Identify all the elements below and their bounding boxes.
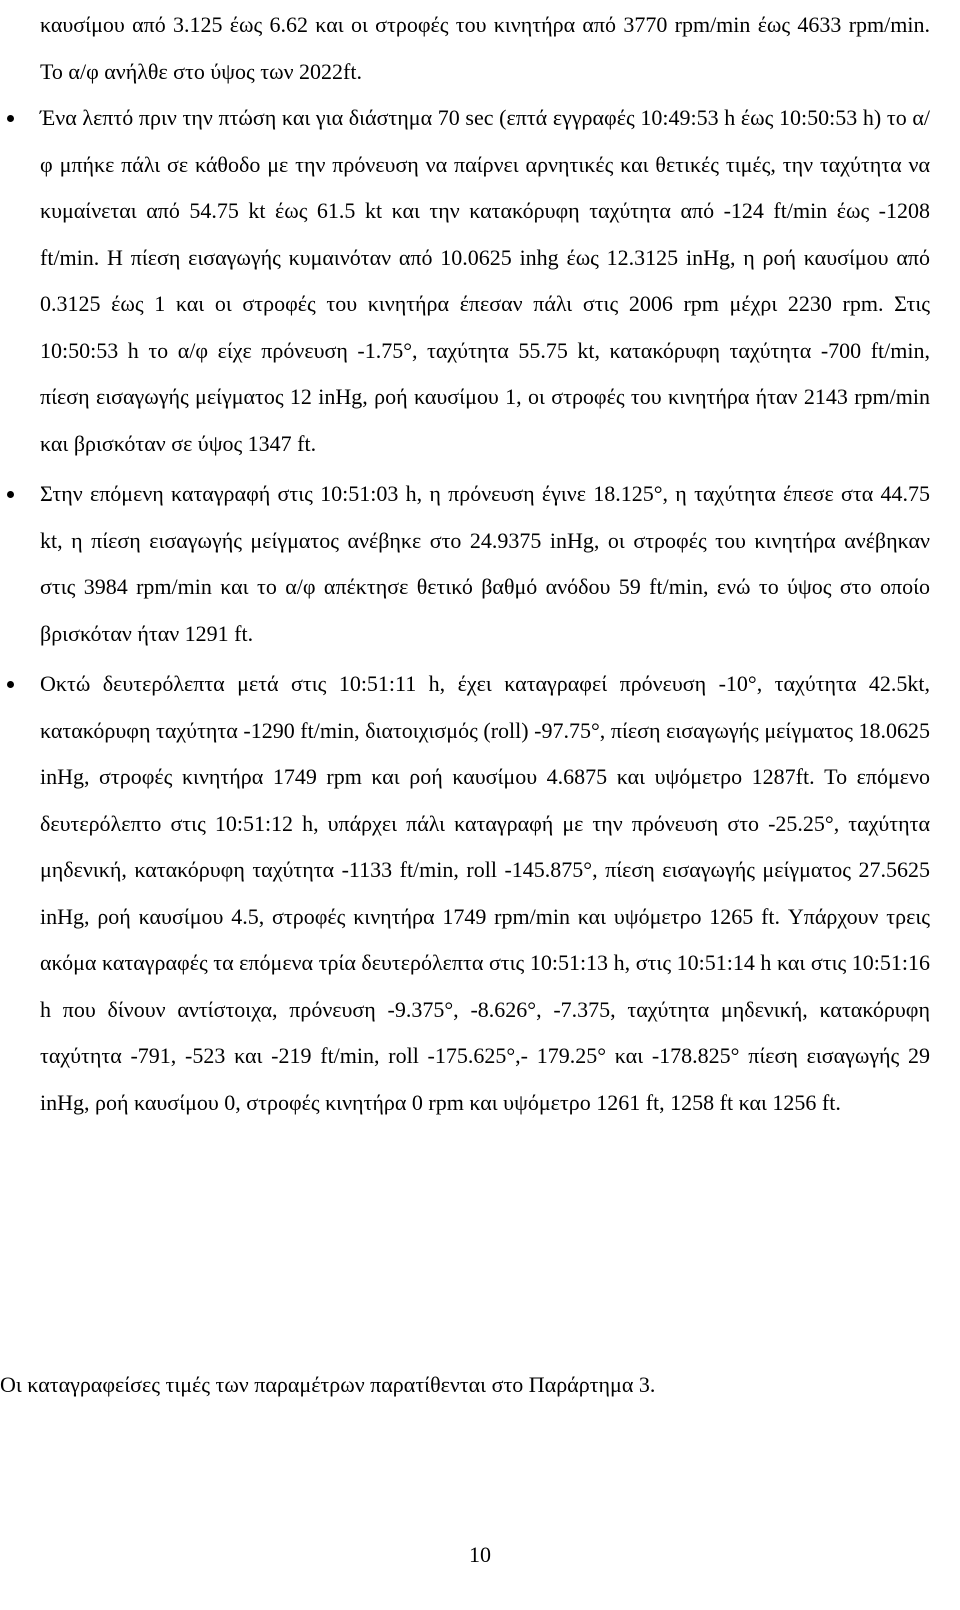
bullet-text-3: Οκτώ δευτερόλεπτα μετά στις 10:51:11 h, έχει καταγραφεί πρόνευση -10°, ταχύτητα 42.5kt, κατακόρυφη ταχύτητα -1290 ft/min, διατοιχισμός (roll) -97.75°, πίεση εισαγωγής μείγματος 18.0625 inHg, στροφές κινητήρα 1749 rpm και ροή καυσίμου 4.6875 και υψόμετρο 1287ft. Το επόμενο δευτερόλεπτο στις 10:51:12 h, υπάρχει πάλι καταγραφή με την πρόνευση στο -25.25°, ταχύτητα μηδενική, κατακόρυφη ταχύτητα -1133 ft/min, roll -145.875°, πίεση εισαγωγής μείγματος 27.5625 inHg, ροή καυσίμου 4.5, στροφές κινητήρα 1749 rpm/min και υψόμετρο 1265 ft. Υπάρχουν τρεις ακόμα καταγραφές τα επόμενα τρία δευτερόλεπτα στις 10:51:13 h, στις 10:51:14 h και στις 10:51:16 h που δίνουν αντίστοιχα, πρόνευση -9.375°, -8.626°, -7.375, ταχύτητα μηδενική, κατακόρυφη ταχύτητα -791, -523 και -219 ft/min, roll -175.625°,- 179.25° και -178.825° πίεση εισαγωγής 29 inHg, ροή καυσίμου 0, στροφές κινητήρα 0 rpm και υψόμετρο 1261 ft, 1258 ft και 1256 ft.: [40, 671, 930, 1115]
bullet-text-2: Στην επόμενη καταγραφή στις 10:51:03 h, η πρόνευση έγινε 18.125°, η ταχύτητα έπεσε στα 44.75 kt, η πίεση εισαγωγής μείγματος ανέβηκε στο 24.9375 inHg, οι στροφές του κινητήρα ανέβηκαν στις 3984 rpm/min και το α/φ απέκτησε θετικό βαθμό ανόδου 59 ft/min, ενώ το ύψος στο οποίο βρισκόταν ήταν 1291 ft.: [40, 481, 930, 646]
bullet-list: [40, 95, 930, 1126]
page-number: 10: [469, 1542, 491, 1567]
bullet-item-2: [40, 471, 930, 657]
bullet-dot-icon: [7, 681, 14, 688]
bullet-text-1: Ένα λεπτό πριν την πτώση και για διάστημα 70 sec (επτά εγγραφές 10:49:53 h έως 10:50:53 h) το α/φ μπήκε πάλι σε κάθοδο με την πρόνευση να παίρνει αρνητικές και θετικές τιμές, την ταχύτητα να κυμαίνεται από 54.75 kt έως 61.5 kt και την κατακόρυφη ταχύτητα από -124 ft/min έως -1208 ft/min. Η πίεση εισαγωγής κυμαινόταν από 10.0625 inhg έως 12.3125 inHg, η ροή καυσίμου από 0.3125 έως 1 και οι στροφές του κινητήρα έπεσαν πάλι στις 2006 rpm μέχρι 2230 rpm. Στις 10:50:53 h το α/φ είχε πρόνευση -1.75°, ταχύτητα 55.75 kt, κατακόρυφη ταχύτητα -700 ft/min, πίεση εισαγωγής μείγματος 12 inHg, ροή καυσίμου 1, οι στροφές του κινητήρα ήταν 2143 rpm/min και βρισκόταν σε ύψος 1347 ft.: [40, 105, 930, 456]
document-body: [40, 0, 930, 1126]
bullet-item-3: [40, 661, 930, 1126]
bullet-dot-icon: [7, 115, 14, 122]
bullet-dot-icon: [7, 491, 14, 498]
final-paragraph: Οι καταγραφείσες τιμές των παραμέτρων παρατίθενται στο Παράρτημα 3.: [0, 1372, 656, 1397]
bullet-item-1: [40, 95, 930, 467]
continuation-paragraph: καυσίμου από 3.125 έως 6.62 και οι στροφές του κινητήρα από 3770 rpm/min έως 4633 rpm/min. Το α/φ ανήλθε στο ύψος των 2022ft.: [40, 12, 930, 84]
